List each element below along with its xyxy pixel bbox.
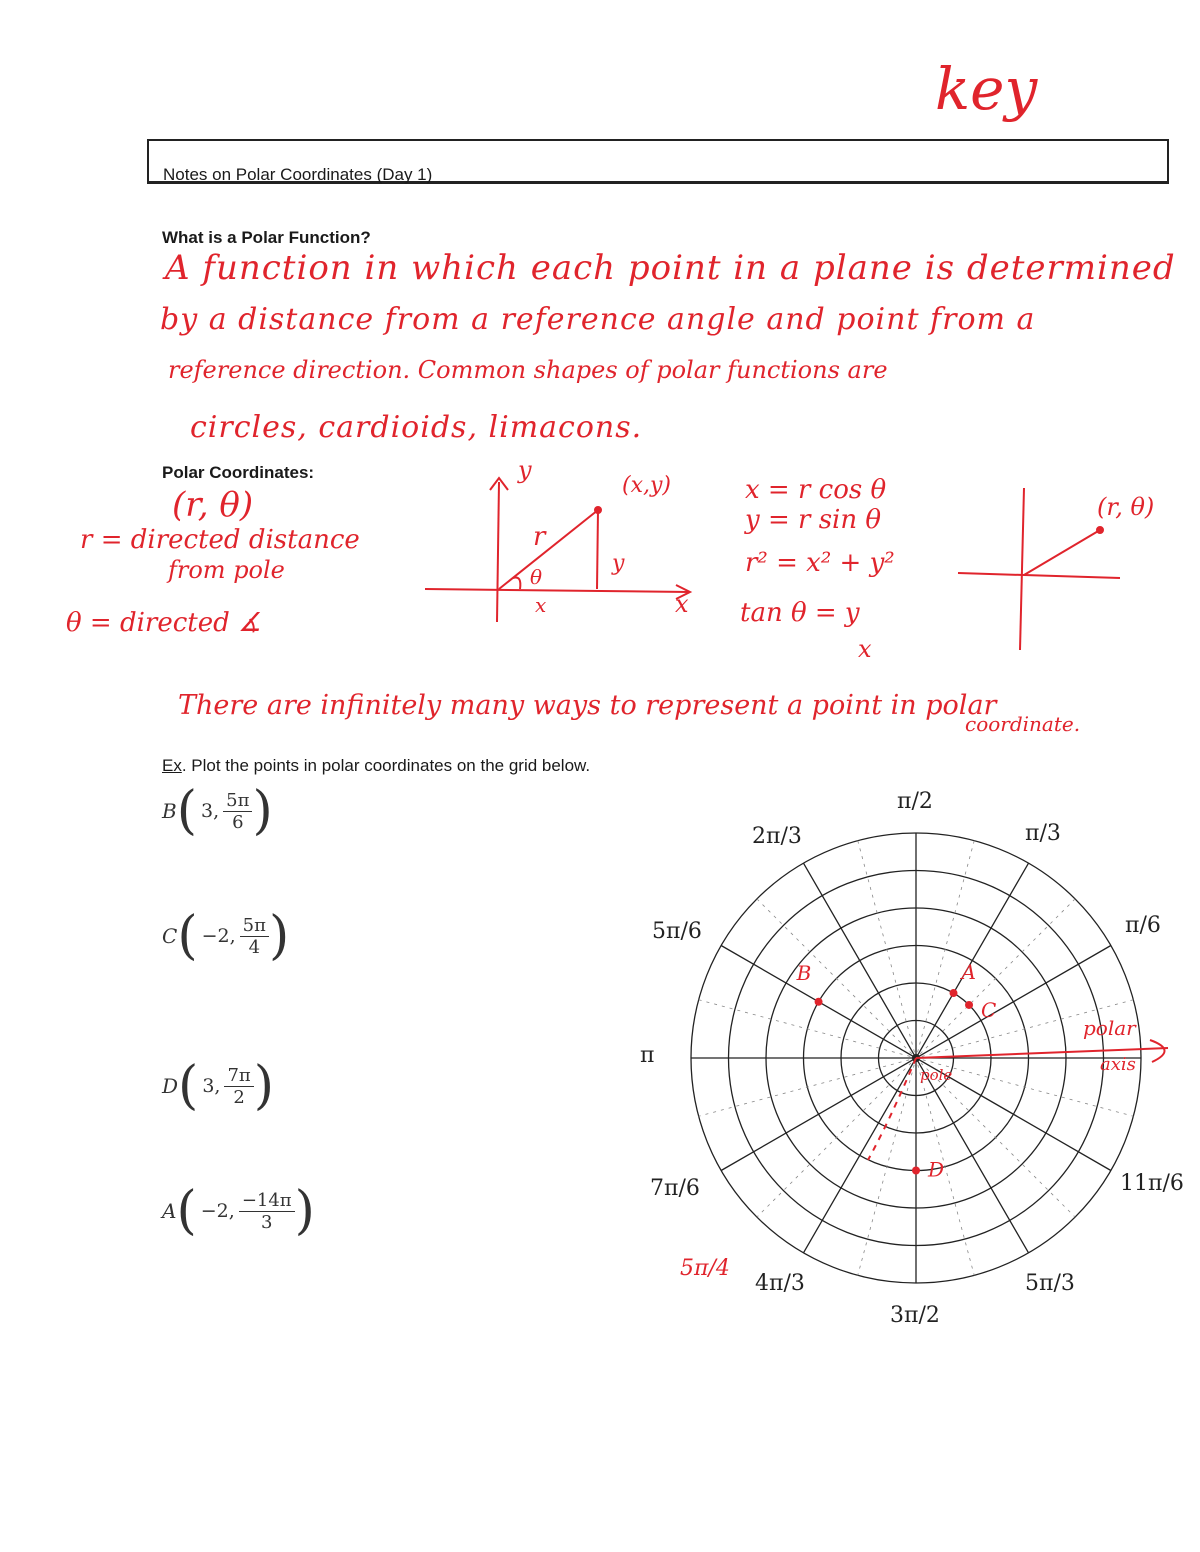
plotted-point-label-d: D (928, 1157, 945, 1182)
diagram-y-axis (497, 482, 499, 622)
fraction-numerator: 5π (223, 790, 252, 812)
r-definition-2: from pole (168, 556, 285, 584)
instruction-text: . Plot the points in polar coordinates on the grid below. (181, 756, 591, 775)
xy-diagram (425, 478, 690, 622)
axis-word: axis (1100, 1054, 1136, 1075)
diagram-theta-label: θ (530, 565, 543, 589)
fraction-numerator: −14π (239, 1190, 295, 1212)
diagram-leg-x-label: x (535, 593, 547, 617)
fraction-numerator: 7π (224, 1065, 253, 1087)
diagram-r-label: r (533, 522, 546, 552)
point-radius: 3, (202, 1075, 221, 1097)
theta-definition: θ = directed ∡ (66, 608, 262, 638)
infinite-representations-note: There are infinitely many ways to represent a point in polar (178, 690, 997, 721)
polar-word: polar (1083, 1016, 1136, 1040)
label-5pi-4: 5π/4 (680, 1256, 730, 1281)
pole-word: pole (920, 1066, 953, 1084)
point-name: B (162, 799, 177, 823)
diagram-x-axis (425, 589, 690, 592)
sketch-ray (1024, 530, 1100, 575)
close-paren: ) (268, 906, 290, 966)
angle-label-6: 3π/2 (890, 1303, 940, 1328)
point-name: C (162, 924, 178, 948)
formula-tan: tan θ = y (740, 598, 860, 628)
open-paren: ( (178, 1056, 199, 1116)
r-definition-1: r = directed distance (80, 525, 360, 555)
fraction-denominator: 4 (248, 936, 261, 958)
angle-label-2: π/6 (1125, 913, 1161, 938)
plotted-point-b (815, 998, 823, 1006)
plotted-point-c (965, 1001, 973, 1009)
angle-label-7: 4π/3 (755, 1271, 805, 1296)
angle-label-5: 5π/3 (1025, 1271, 1075, 1296)
sketch-vertical-axis (1020, 488, 1024, 650)
infinite-representations-note-2: coordinate. (965, 712, 1081, 736)
diagram-leg-y-label: y (612, 551, 625, 576)
formula-x: x = r cos θ (745, 475, 887, 505)
plotted-point-label-a: A (961, 960, 976, 985)
fraction-denominator: 2 (233, 1086, 245, 1108)
answer-line-2: by a distance from a reference angle and point from a (160, 302, 1036, 337)
formula-tan-denominator: x (858, 635, 872, 663)
fraction-numerator: 5π (240, 915, 269, 937)
polar-axis-arrow-icon (1150, 1040, 1165, 1062)
diagram-y-label: y (518, 456, 532, 484)
plotted-point-label-c: C (981, 997, 997, 1022)
diagram-angle-arc (513, 577, 520, 589)
plotted-point-label-b: B (796, 960, 812, 985)
polar-coordinates-heading: Polar Coordinates: (162, 463, 315, 482)
formula-r-squared: r² = x² + y² (745, 548, 895, 578)
sketch-horizontal-axis (958, 573, 1120, 578)
fraction-denominator: 3 (261, 1211, 273, 1233)
diagram-xy-label: (x,y) (622, 473, 671, 498)
angle-label-0: π/2 (897, 789, 933, 814)
answer-line-1: A function in which each point in a plane is determined (165, 248, 1176, 288)
angle-label-4: 11π/6 (1120, 1171, 1184, 1196)
point-name: A (162, 1199, 177, 1223)
angle-label-3: π (640, 1043, 655, 1068)
plotted-point-a (950, 989, 958, 997)
sketch-rtheta-label: (r, θ) (1097, 493, 1155, 521)
point-name: D (162, 1074, 179, 1098)
answer-line-4: circles, cardioids, limacons. (190, 410, 643, 445)
plotted-point-d (912, 1167, 920, 1175)
point-radius: 3, (201, 800, 220, 822)
angle-label-10: 2π/3 (752, 824, 802, 849)
fraction-denominator: 6 (232, 811, 244, 833)
ex-label: Ex (162, 756, 182, 775)
open-paren: ( (177, 906, 198, 966)
rtheta-sketch (958, 488, 1120, 650)
diagram-x-label: x (675, 590, 689, 618)
answer-line-3: reference direction. Common shapes of polar functions are (168, 356, 888, 384)
point-radius: −2, (200, 1200, 235, 1222)
formula-y: y = r sin θ (745, 505, 882, 535)
open-paren: ( (176, 781, 197, 841)
point-radius: −2, (201, 925, 236, 947)
diagram-vertical-leg (597, 510, 598, 589)
r-theta-notation: (r, θ) (172, 485, 254, 525)
open-paren: ( (176, 1181, 197, 1241)
page-title: Notes on Polar Coordinates (Day 1) (163, 165, 433, 184)
angle-label-1: π/3 (1025, 821, 1061, 846)
sketch-point (1097, 527, 1103, 533)
angle-label-8: 7π/6 (650, 1176, 700, 1201)
close-paren: ) (253, 1056, 275, 1116)
polar-function-heading: What is a Polar Function? (162, 228, 371, 247)
close-paren: ) (294, 1181, 315, 1241)
diagram-point (595, 507, 601, 513)
negative-ray-5pi4 (868, 1058, 916, 1160)
angle-label-9: 5π/6 (652, 919, 702, 944)
key-annotation: key (935, 55, 1038, 123)
close-paren: ) (252, 781, 273, 841)
